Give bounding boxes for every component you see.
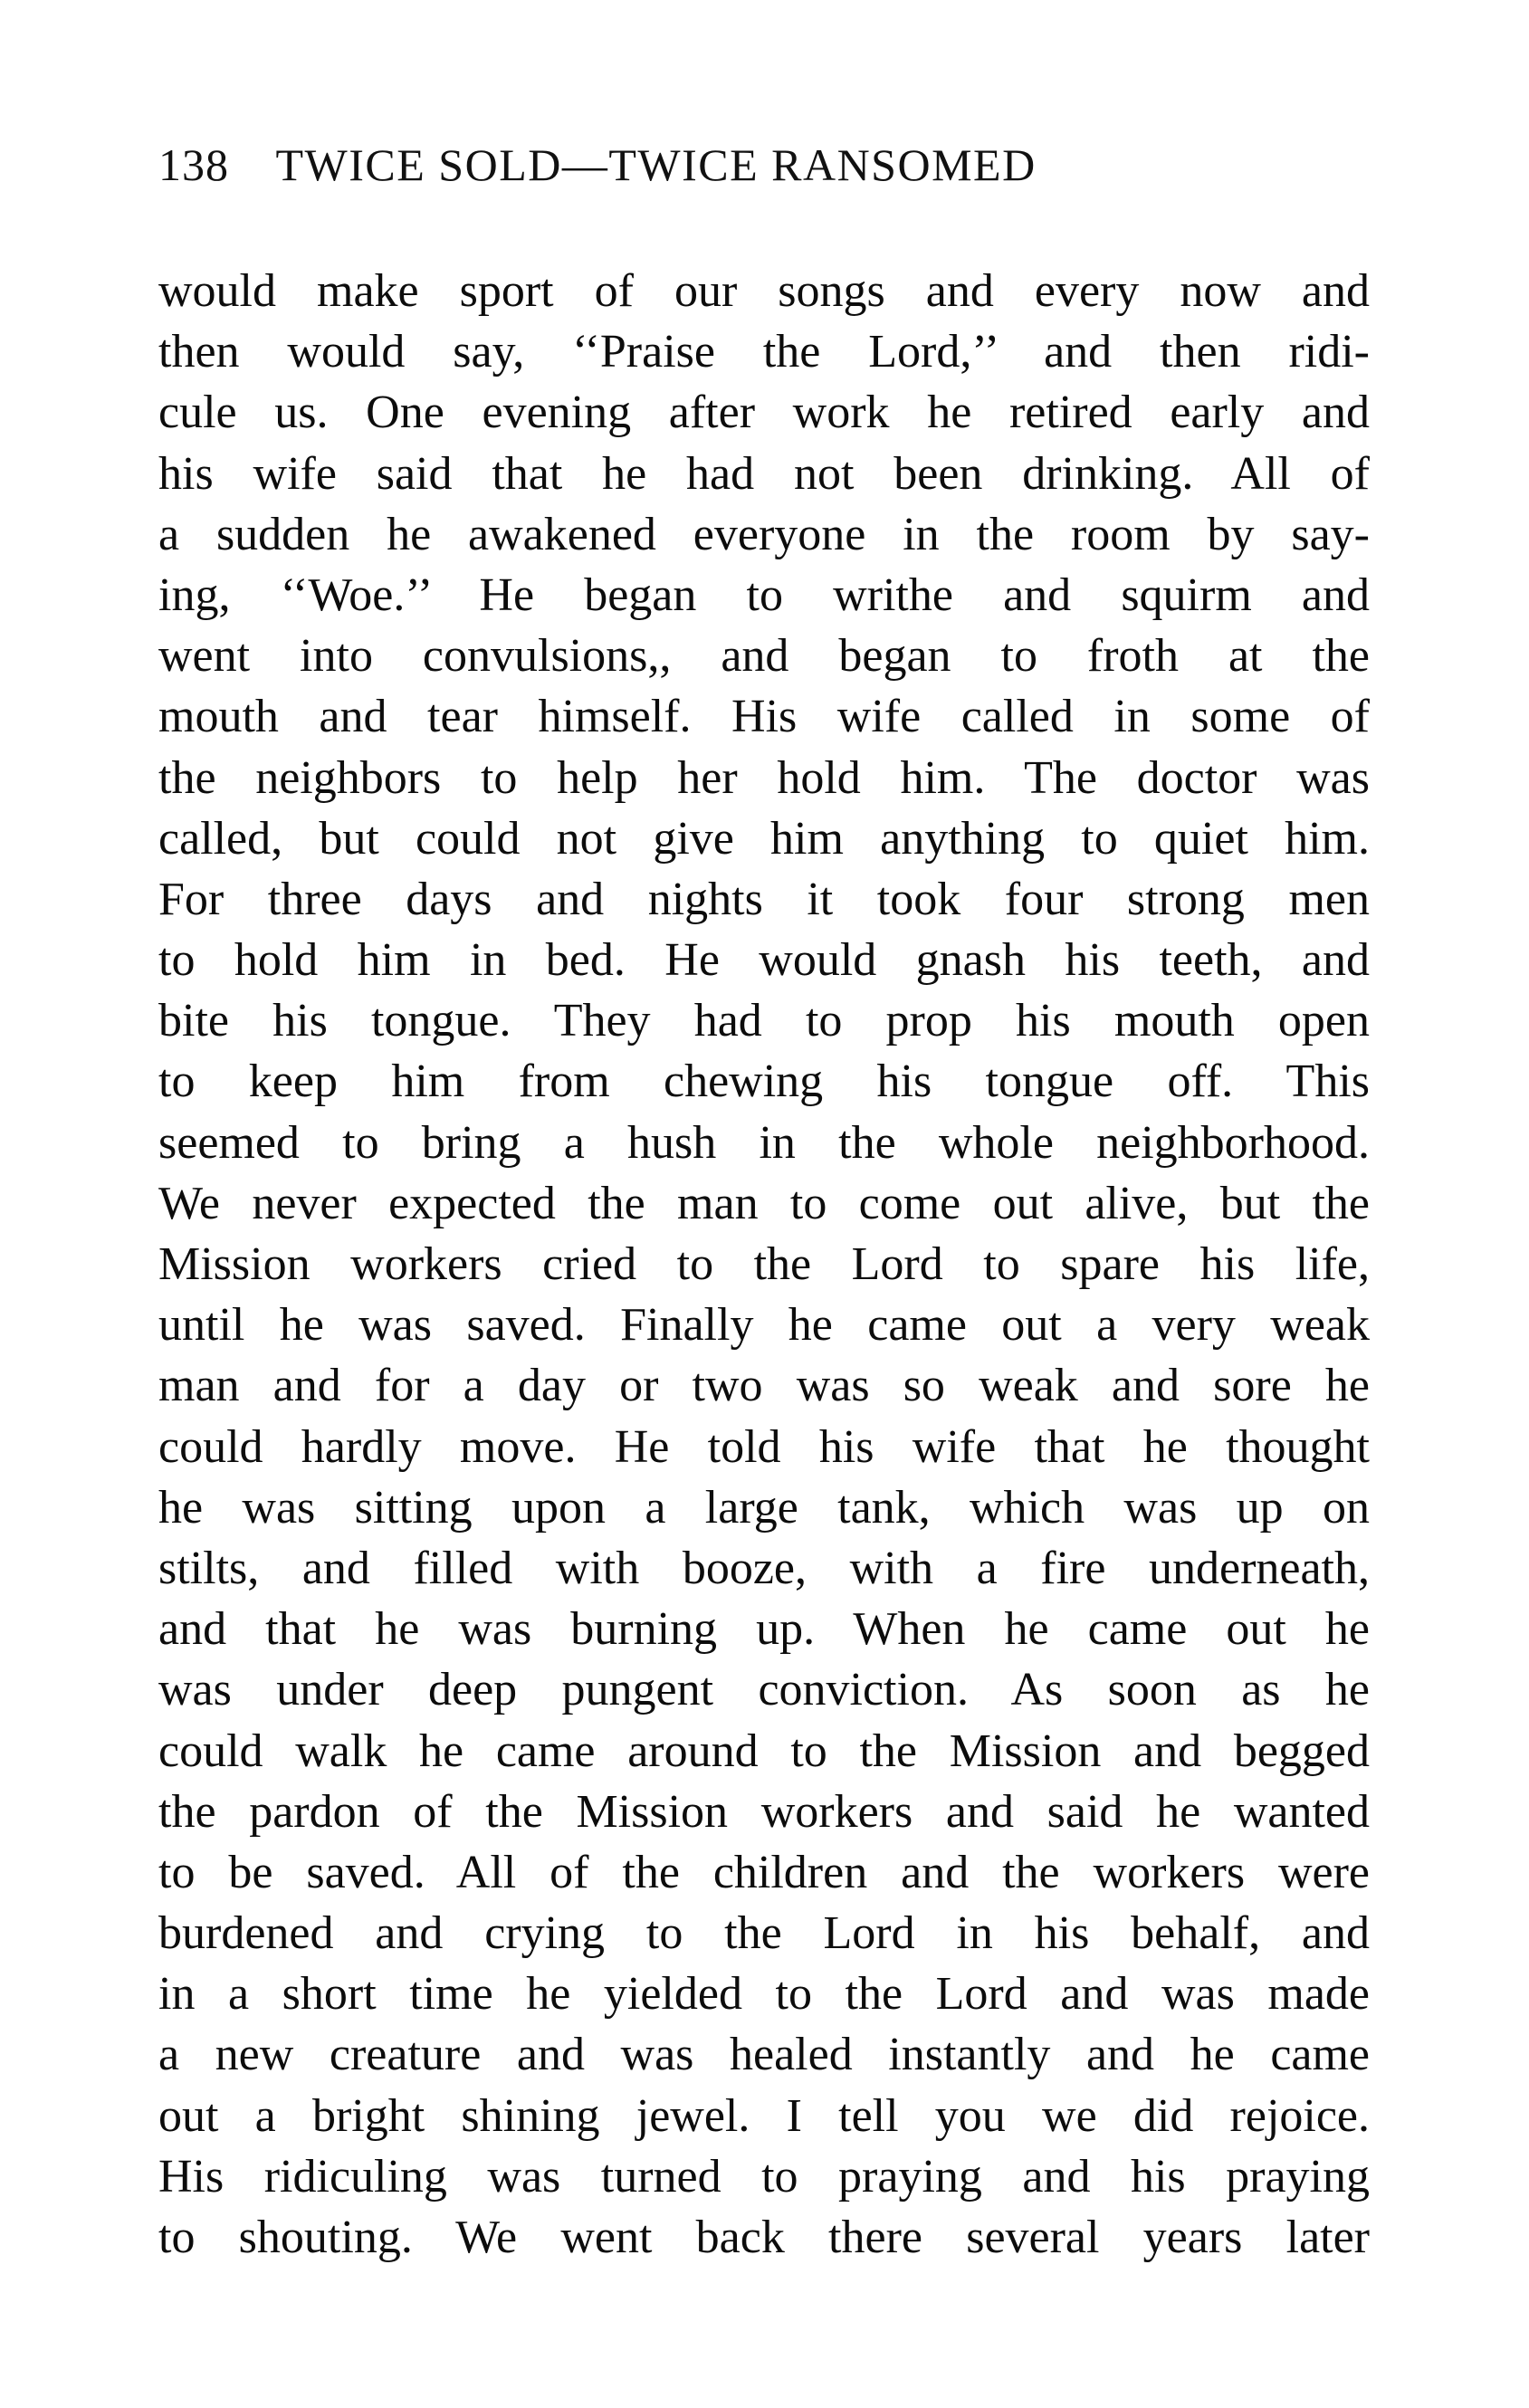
text-line: would make sport of our songs and every now and (158, 265, 1370, 317)
text-line: called, but could not give him anything to quiet him. (158, 812, 1370, 865)
text-line: stilts, and filled with booze, with a fire underneath, (158, 1542, 1370, 1594)
text-line: bite his tongue. They had to prop his mouth open (158, 995, 1370, 1047)
text-line: His ridiculing was turned to praying and his praying (158, 2150, 1370, 2203)
text-line: went into convulsions,, and began to froth at the (158, 630, 1370, 683)
text-line: to shouting. We went back there several years later (158, 2212, 1370, 2263)
text-line: seemed to bring a hush in the whole neighborhood. (158, 1116, 1370, 1169)
text-line: For three days and nights it took four strong men (158, 873, 1370, 925)
text-line: cule us. One evening after work he retired early and (158, 387, 1370, 439)
text-line: in a short time he yielded to the Lord and was made (158, 1968, 1370, 2021)
body-text (158, 261, 1370, 2268)
page-number: 138 (158, 139, 229, 190)
text-line: was under deep pungent conviction. As soon as he (158, 1664, 1370, 1716)
text-line: the pardon of the Mission workers and said he wanted (158, 1785, 1370, 1838)
text-line: out a bright shining jewel. I tell you we did rejoice. (158, 2089, 1370, 2142)
text-line: he was sitting upon a large tank, which was up on (158, 1481, 1370, 1534)
text-line: then would say, ‘‘Praise the Lord,’’ and then ridi- (158, 326, 1370, 378)
text-line: could hardly move. He told his wife that he thought (158, 1420, 1370, 1473)
text-line: Mission workers cried to the Lord to spare his life, (158, 1238, 1370, 1290)
text-line: man and for a day or two was so weak and sore he (158, 1360, 1370, 1412)
text-line: burdened and crying to the Lord in his behalf, and (158, 1907, 1370, 1960)
book-title: TWICE SOLD—TWICE RANSOMED (275, 139, 1037, 190)
text-line: to be saved. All of the children and the workers were (158, 1846, 1370, 1898)
text-line: his wife said that he had not been drinking. All of (158, 447, 1370, 500)
text-line: ing, ‘‘Woe.’’ He began to writhe and squirm and (158, 569, 1370, 621)
text-line: a new creature and was healed instantly and he came (158, 2029, 1370, 2081)
text-line: a sudden he awakened everyone in the room by say- (158, 508, 1370, 560)
text-line: until he was saved. Finally he came out a very weak (158, 1299, 1370, 1352)
running-head (158, 136, 1381, 194)
text-line: to keep him from chewing his tongue off. This (158, 1056, 1370, 1108)
text-line: could walk he came around to the Mission and begged (158, 1725, 1370, 1777)
text-line: and that he was burning up. When he came out he (158, 1603, 1370, 1656)
text-line: to hold him in bed. He would gnash his teeth, and (158, 934, 1370, 987)
text-line: We never expected the man to come out alive, but the (158, 1177, 1370, 1229)
text-line: the neighbors to help her hold him. The doctor was (158, 751, 1370, 804)
text-line: mouth and tear himself. His wife called in some of (158, 691, 1370, 743)
